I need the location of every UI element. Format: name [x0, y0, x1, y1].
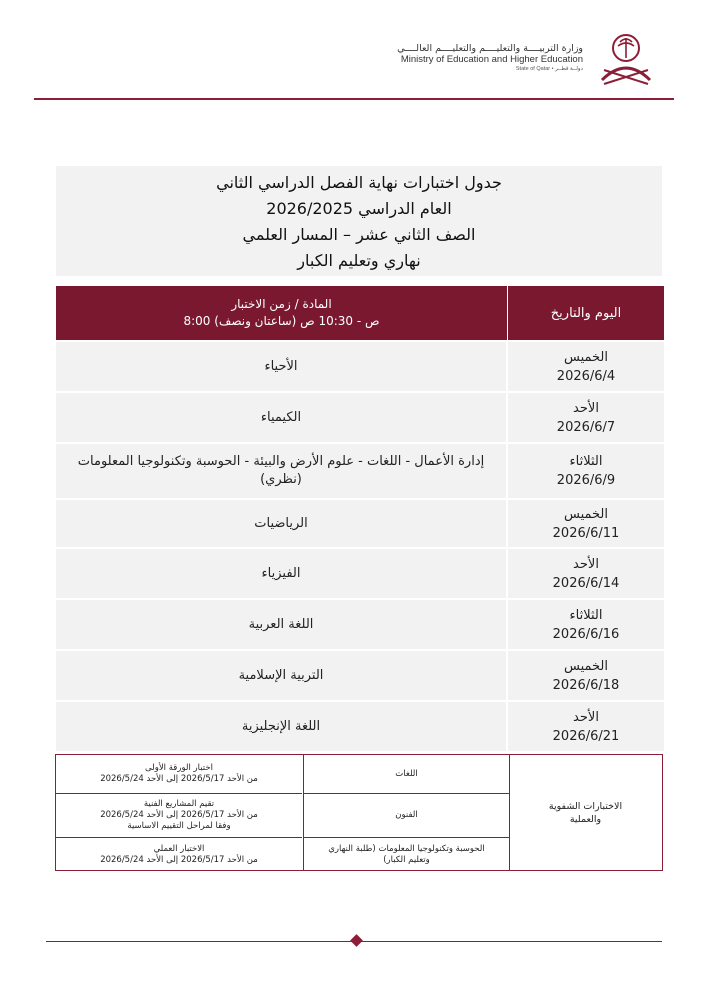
practical-detail-cell	[56, 794, 302, 837]
table-row	[56, 700, 664, 751]
title-line-3: الصف الثاني عشر – المسار العلمي	[242, 225, 476, 244]
detail-title: تقيم المشاريع الفنية	[143, 799, 215, 809]
subject-cell: إدارة الأعمال - اللغات - علوم الأرض والبيئة - الحوسبة وتكنولوجيا المعلومات (نظري)	[56, 444, 508, 498]
exam-date: 2026/6/7	[556, 419, 616, 435]
title-line-2: العام الدراسي 2026/2025	[266, 199, 452, 218]
day-cell	[508, 549, 664, 598]
exam-date: 2026/6/18	[552, 677, 620, 693]
diamond-icon	[350, 934, 363, 947]
detail-note: وفقا لمراحل التقييم الاساسية	[127, 821, 231, 831]
detail-title: الاختبار العملي	[153, 843, 205, 854]
detail-dates: من الأحد 2026/5/17 إلى الأحد 2026/5/24	[100, 854, 258, 865]
header-subject	[56, 286, 508, 340]
exam-date: 2026/6/16	[552, 626, 620, 642]
subject-cell: الفيزياء	[56, 549, 508, 598]
subject-cell: اللغة العربية	[56, 600, 508, 649]
day-cell	[508, 342, 664, 391]
exam-date: 2026/6/21	[552, 728, 620, 744]
exam-date: 2026/6/14	[552, 575, 620, 591]
ministry-name-en: Ministry of Education and Higher Education	[400, 53, 583, 65]
practical-detail-cell	[56, 755, 302, 793]
exam-date: 2026/6/11	[552, 525, 620, 541]
day-cell	[508, 444, 664, 498]
qatar-emblem-icon	[596, 26, 656, 88]
day-name: الخميس	[564, 658, 608, 674]
subject-cell: الرياضيات	[56, 500, 508, 547]
exam-date: 2026/6/9	[556, 473, 616, 488]
state-label: State of Qatar • دولــة قطــر	[515, 65, 583, 72]
header-day-date: اليوم والتاريخ	[550, 305, 622, 321]
day-name: الخميس	[564, 506, 608, 522]
table-row	[56, 442, 664, 498]
table-row	[56, 340, 664, 391]
day-name: الأحد	[573, 709, 599, 725]
table-row	[56, 598, 664, 649]
day-cell	[508, 500, 664, 547]
practical-label	[509, 755, 662, 870]
ministry-logo-text	[397, 44, 583, 72]
detail-dates: من الأحد 2026/5/17 إلى الأحد 2026/5/24	[100, 774, 258, 784]
practical-subjects-column	[303, 755, 510, 870]
day-name: الثلاثاء	[569, 607, 603, 623]
header-subject-title: المادة / زمن الاختبار	[231, 297, 332, 311]
practical-exams-table	[55, 754, 663, 871]
day-name: الأحد	[573, 556, 599, 572]
subject-cell: التربية الإسلامية	[56, 651, 508, 700]
subject-cell: اللغة الإنجليزية	[56, 702, 508, 751]
header-divider	[34, 98, 674, 100]
practical-subject: الحوسبة وتكنولوجيا المعلومات (طلبة النهاري وتعليم الكبار)	[328, 843, 485, 865]
practical-detail-cell	[56, 838, 302, 871]
table-row	[56, 547, 664, 598]
table-row	[56, 391, 664, 442]
practical-subject: الفنون	[395, 810, 418, 820]
ministry-name-ar: وزارة التربيــــة والتعليــــم والتعليــــم العالــــي	[397, 43, 583, 54]
practical-subject: اللغات	[395, 768, 418, 779]
subject-cell: الأحياء	[56, 342, 508, 391]
day-name: الخميس	[564, 349, 608, 365]
subject-cell: الكيمياء	[56, 393, 508, 442]
detail-dates: من الأحد 2026/5/17 إلى الأحد 2026/5/24	[100, 810, 258, 820]
practical-details-column	[56, 755, 302, 870]
day-name: الأحد	[573, 400, 599, 416]
day-cell	[508, 651, 664, 700]
header-exam-time: 8:00 ص - 10:30 ص (ساعتان ونصف)	[183, 314, 380, 328]
title-line-4: نهاري وتعليم الكبار	[297, 251, 421, 270]
day-name: الثلاثاء	[569, 454, 603, 469]
practical-label-text: الاختبارات الشفوية والعملية	[548, 800, 623, 825]
day-cell	[508, 393, 664, 442]
day-cell	[508, 702, 664, 751]
title-block	[56, 166, 662, 276]
title-line-1: جدول اختبارات نهاية الفصل الدراسي الثاني	[216, 173, 502, 192]
exam-schedule-table	[56, 286, 664, 751]
day-cell	[508, 600, 664, 649]
exam-date: 2026/6/4	[556, 368, 616, 384]
detail-title: اختبار الورقة الأولى	[145, 763, 213, 773]
table-row	[56, 649, 664, 700]
table-header	[56, 286, 664, 340]
table-row	[56, 498, 664, 547]
